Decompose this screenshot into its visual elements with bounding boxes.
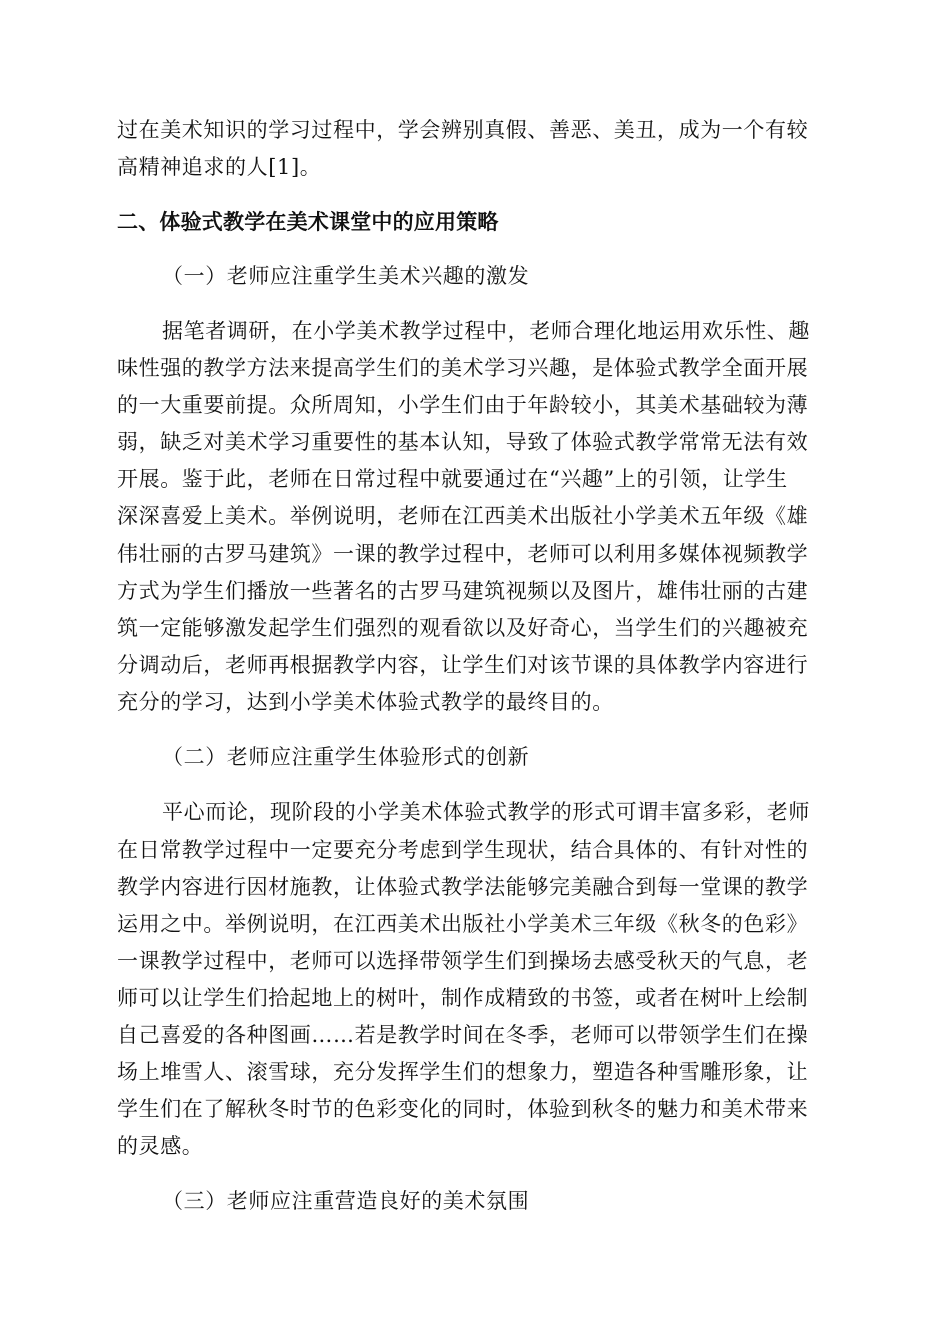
- paragraph-line: 伟壮丽的古罗马建筑》一课的教学过程中，老师可以利用多媒体视频教学: [117, 542, 809, 566]
- paragraph-line: 师可以让学生们拾起地上的树叶，制作成精致的书签，或者在树叶上绘制: [117, 986, 809, 1010]
- paragraph-line: 弱，缺乏对美术学习重要性的基本认知，导致了体验式教学常常无法有效: [117, 430, 809, 454]
- paragraph-line: 据笔者调研，在小学美术教学过程中，老师合理化地运用欢乐性、趣: [162, 319, 810, 343]
- paragraph-line: 开展。鉴于此，老师在日常过程中就要通过在“兴趣”上的引领，让学生: [117, 467, 788, 491]
- paragraph-line: 场上堆雪人、滚雪球，充分发挥学生们的想象力，塑造各种雪雕形象，让: [117, 1060, 809, 1084]
- paragraph-line: 过在美术知识的学习过程中，学会辨别真假、善恶、美丑，成为一个有较: [117, 118, 809, 142]
- section-heading: 二、体验式教学在美术课堂中的应用策略: [117, 210, 499, 234]
- paragraph-line: 平心而论，现阶段的小学美术体验式教学的形式可谓丰富多彩，老师: [162, 800, 810, 824]
- paragraph-line: 运用之中。举例说明，在江西美术出版社小学美术三年级《秋冬的色彩》: [117, 912, 809, 936]
- subsection-heading: （一）老师应注重学生美术兴趣的激发: [162, 264, 530, 288]
- paragraph-line: 自己喜爱的各种图画……若是教学时间在冬季，老师可以带领学生们在操: [117, 1023, 809, 1047]
- paragraph-line: 教学内容进行因材施教，让体验式教学法能够完美融合到每一堂课的教学: [117, 875, 809, 899]
- paragraph-line: 高精神追求的人[1]。: [117, 155, 322, 179]
- paragraph-line: 一课教学过程中，老师可以选择带领学生们到操场去感受秋天的气息，老: [117, 949, 809, 973]
- paragraph-line: 分调动后，老师再根据教学内容，让学生们对该节课的具体教学内容进行: [117, 653, 809, 677]
- subsection-heading: （二）老师应注重学生体验形式的创新: [162, 745, 530, 769]
- paragraph-line: 深深喜爱上美术。举例说明，老师在江西美术出版社小学美术五年级《雄: [117, 504, 809, 528]
- paragraph-line: 筑一定能够激发起学生们强烈的观看欲以及好奇心，当学生们的兴趣被充: [117, 616, 809, 640]
- paragraph-line: 的灵感。: [117, 1134, 204, 1158]
- paragraph-line: 学生们在了解秋冬时节的色彩变化的同时，体验到秋冬的魅力和美术带来: [117, 1097, 809, 1121]
- paragraph-line: 在日常教学过程中一定要充分考虑到学生现状，结合具体的、有针对性的: [117, 838, 809, 862]
- paragraph-line: 味性强的教学方法来提高学生们的美术学习兴趣，是体验式教学全面开展: [117, 356, 809, 380]
- paragraph-line: 的一大重要前提。众所周知，小学生们由于年龄较小，其美术基础较为薄: [117, 393, 809, 417]
- paragraph-line: 方式为学生们播放一些著名的古罗马建筑视频以及图片，雄伟壮丽的古建: [117, 579, 809, 603]
- subsection-heading: （三）老师应注重营造良好的美术氛围: [162, 1189, 530, 1213]
- paragraph-line: 充分的学习，达到小学美术体验式教学的最终目的。: [117, 690, 614, 714]
